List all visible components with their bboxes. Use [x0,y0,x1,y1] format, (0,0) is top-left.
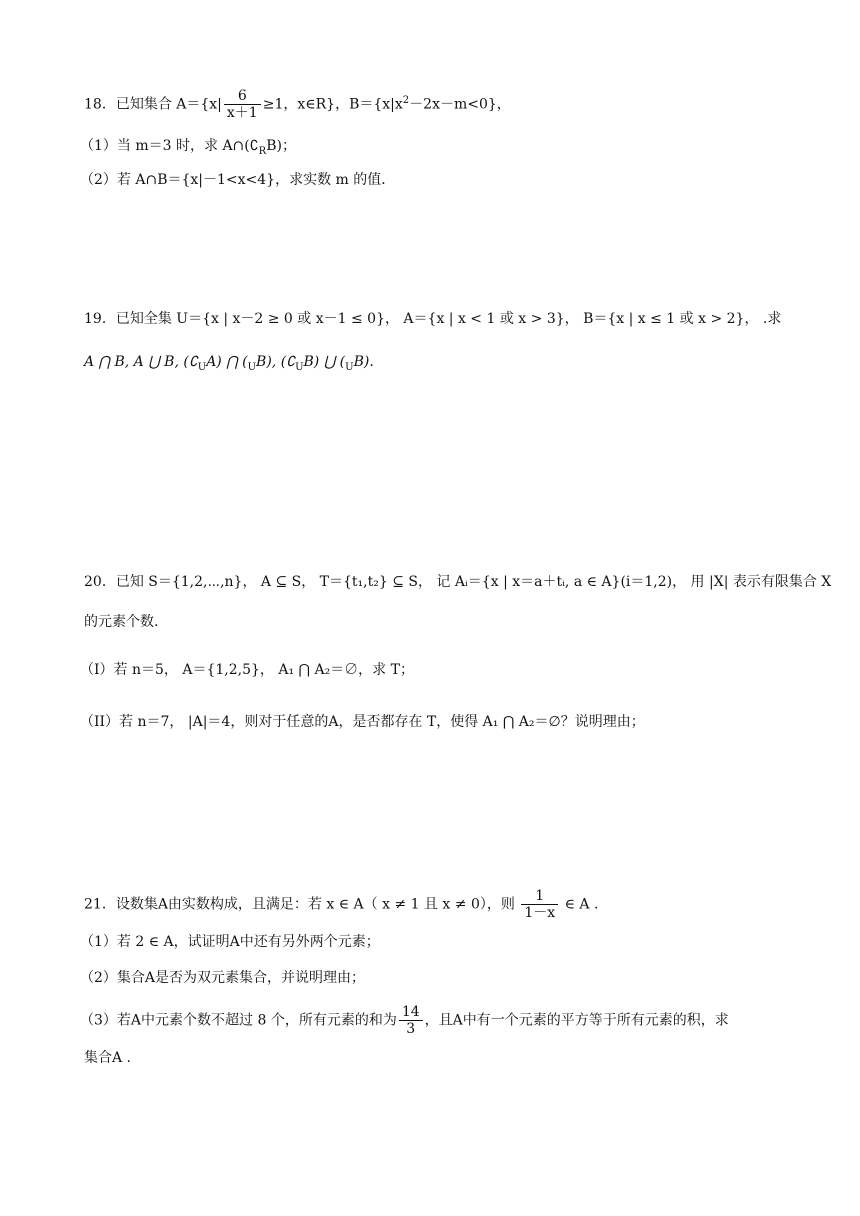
q20-statement: 20．已知 S＝{1,2,⋯,n}， A ⊆ S， T＝{t₁,t₂} ⊆ S， 记 Aᵢ＝{x | x＝a＋tᵢ, a ∈ A}(i＝1,2)， 用 |X| 表示有限集合 X [84,574,832,590]
q20-statement-cont: 的元素个数. [84,614,159,630]
q21-part3-cont: 集合A . [84,1050,132,1066]
q21-statement: 21．设数集A由实数构成，且满足：若 x ∈ A（ x ≠ 1 且 x ≠ 0），则 $\frac{1}{1-x}$ ∈ A . [84,888,599,921]
q21-fraction: $\frac{1}{1-x}$ [521,888,558,921]
q21-part1: （1）若 2 ∈ A，试证明A中还有另外两个元素； [80,934,380,950]
q19-ask: A ⋂ B, A ⋃ B, $(∁_UA)$ ⋂ $(_UB)$, $(∁_UB)$ ⋃ $(_UB)$. [84,354,374,373]
q18-statement: 18．已知集合 A＝{x| $\frac{6}{x+1}$ ≥1，x∈R}，$B=\{x|x^2-2x-m<0\}$， [84,88,511,121]
q18-part1: （1）当 m＝3 时，求 $A\cap(∁_RB)$； [80,138,296,157]
q20-part1: （I）若 n＝5， A＝{1,2,5}， A₁ ⋂ A₂＝∅，求 T； [80,662,414,678]
q21-part2: （2）集合A是否为双元素集合，并说明理由； [80,970,366,986]
q19-statement: 19．已知全集 U＝{x | x－2 ≥ 0 或 x－1 ≤ 0}， A＝{x | x < 1 或 x > 3}， B＝{x | x ≤ 1 或 x > 2}， .求 [84,311,782,327]
q18-fraction: $\frac{6}{x+1}$ [224,88,261,121]
q21-sum-fraction: $\frac{14}{3}$ [399,1004,423,1037]
q21-part3: （3）若A中元素个数不超过 8 个，所有元素的和为 $\frac{14}{3}$ ，且A中有一个元素的平方等于所有元素的积，求 [80,1004,729,1037]
q18-part2: （2）若 A∩B＝{x|－1<x<4}，求实数 m 的值． [80,172,396,188]
q20-part2: （II）若 n＝7， |A|＝4，则对于任意的A，是否都存在 T，使得 A₁ ⋂ A₂＝∅？说明理由； [80,714,645,730]
